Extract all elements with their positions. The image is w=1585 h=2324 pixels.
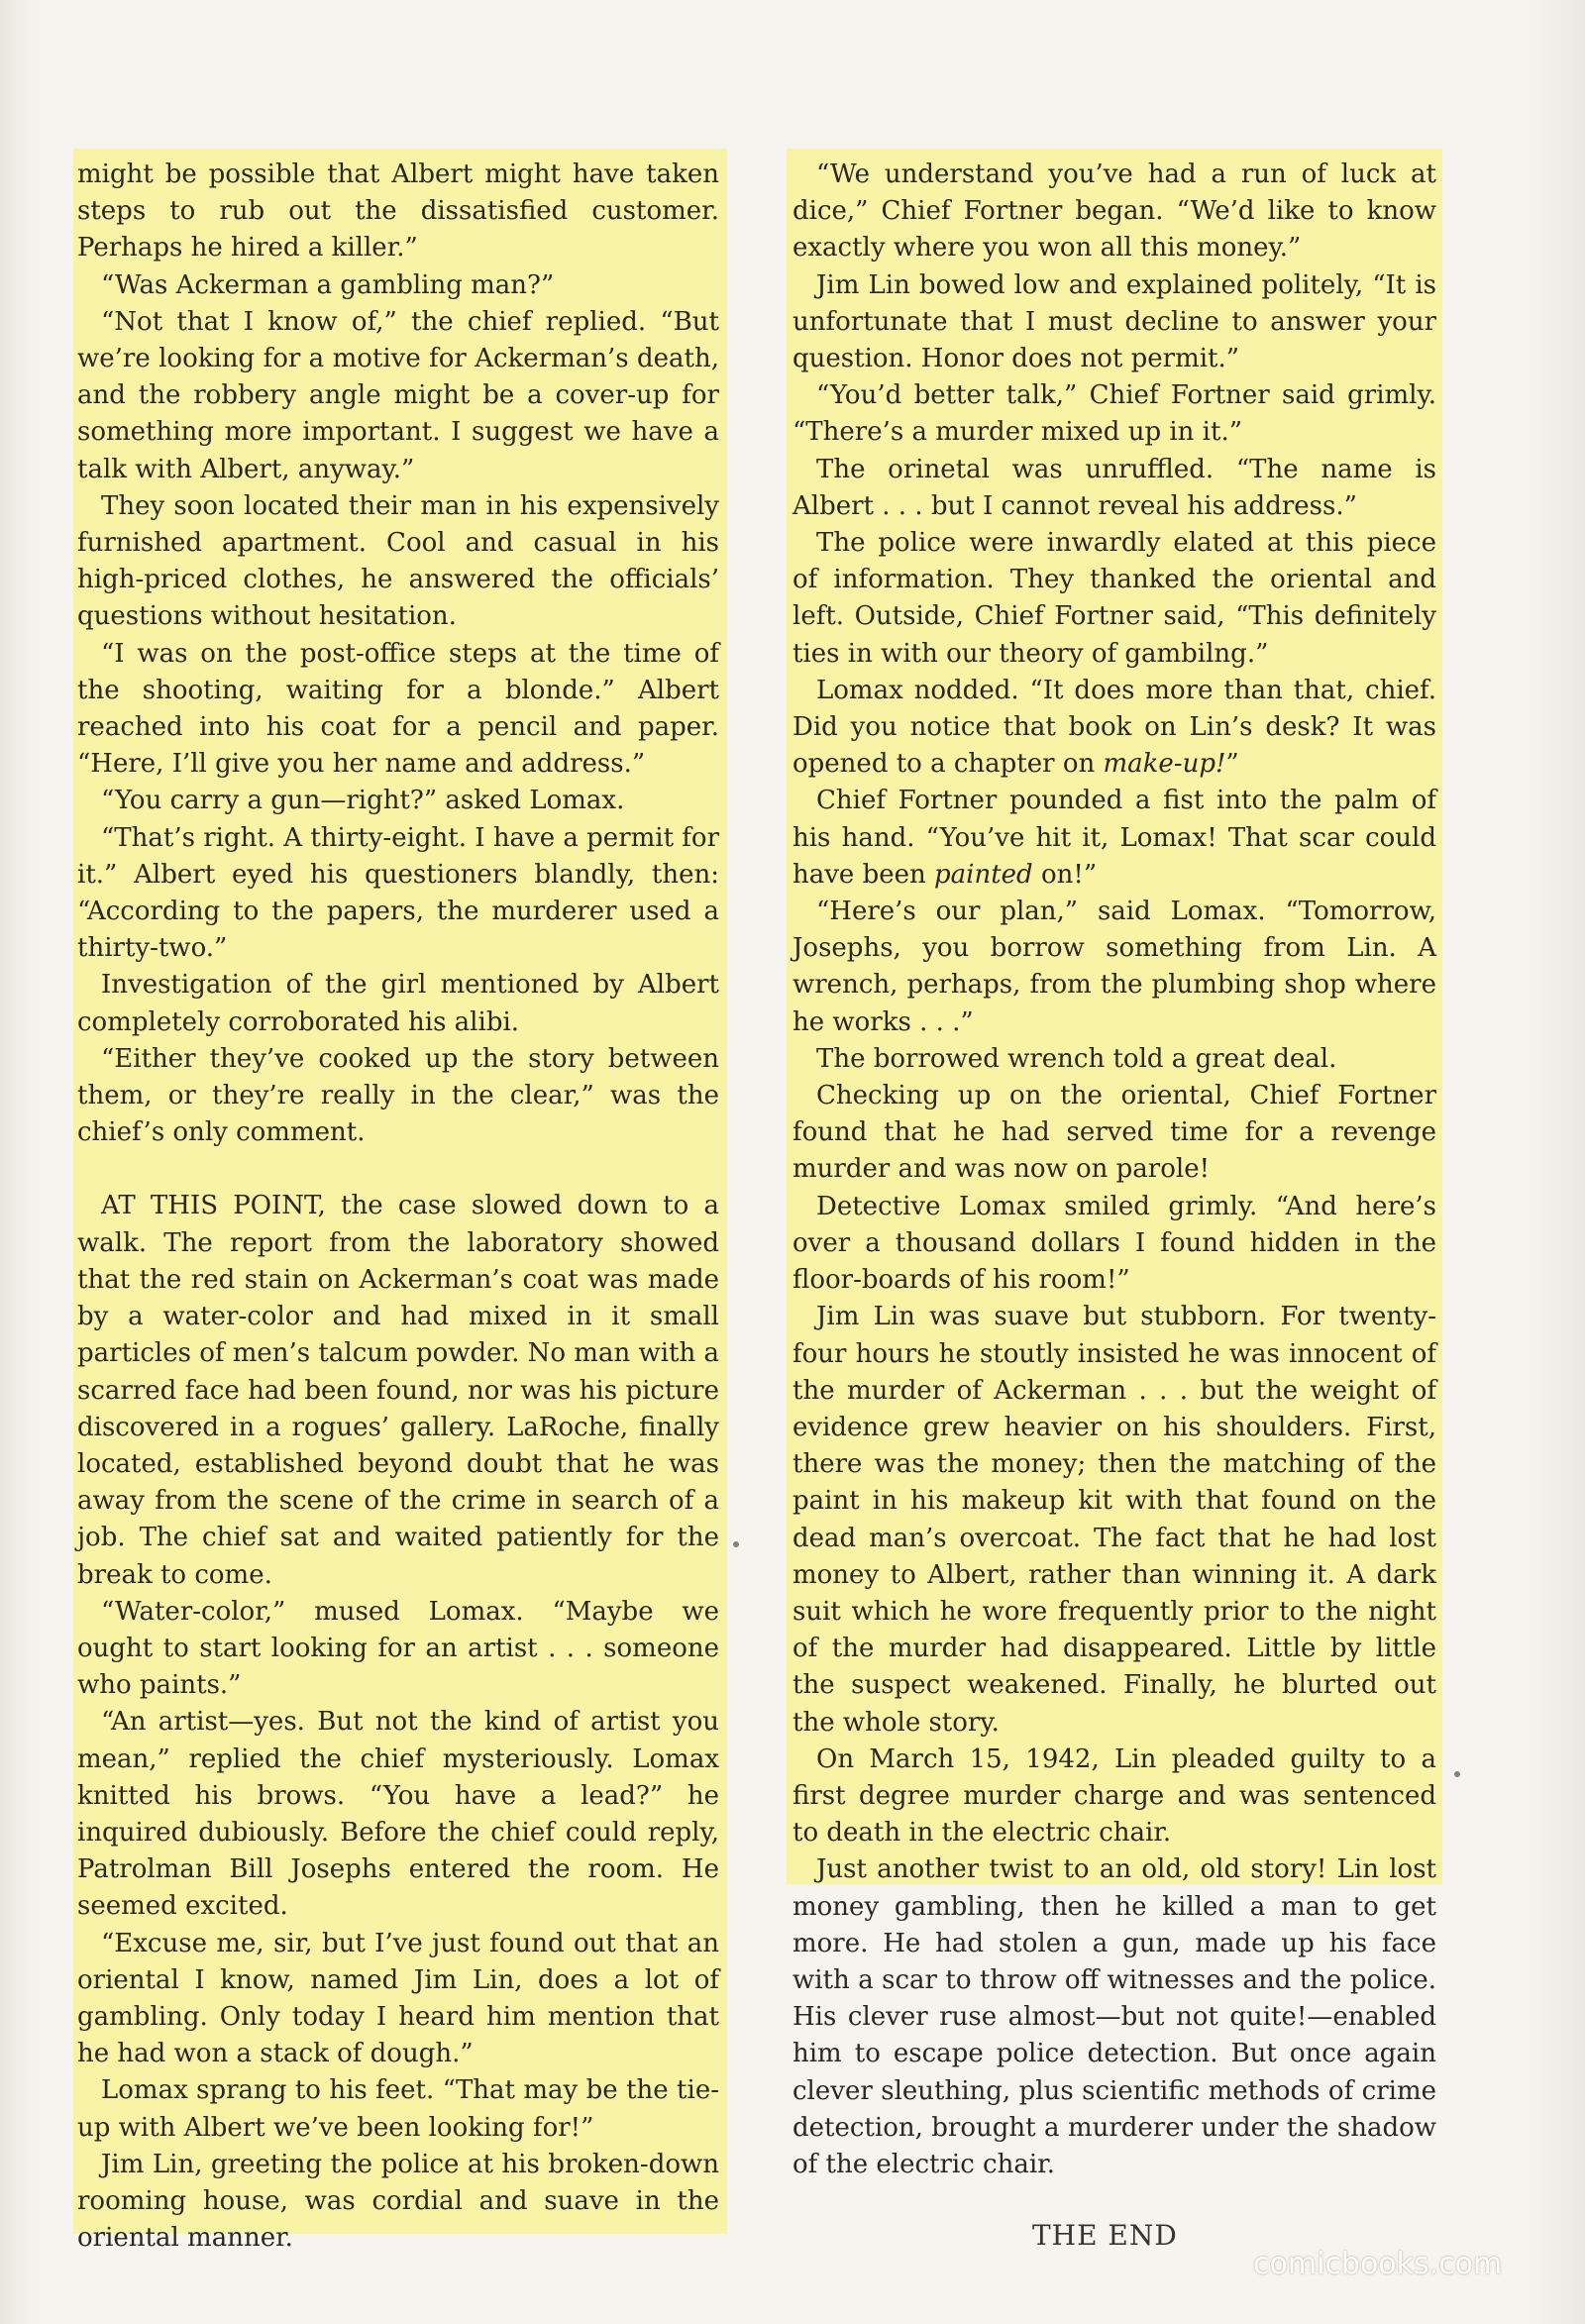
paragraph: “We understand you’ve had a run of luck at dice,” Chief Fortner began. “We’d like to know exactly where you won all this money.” [792,159,1436,264]
paragraph: Jim Lin was suave but stubborn. For twenty-four hours he stoutly insisted he was innocent of the murder of Ackerman . . . but the weight of evidence grew heavier on his shoulders. First, there was the money; then the matching of the paint in his makeup kit with that found on the dead man’s overcoat. The fact that he had lost money to Albert, rather than winning it. A dark suit which he wore frequently prior to the night of the murder had disappeared. Little by little the suspect weakened. Finally, he blurted out the whole story. [792,1302,1436,1738]
paragraph: “Was Ackerman a gambling man?” [101,269,555,300]
paragraph: Jim Lin bowed low and explained politely, “It is unfortunate that I must decline to answer your question. Honor does not permit.” [792,269,1436,374]
paragraph: Lomax sprang to his feet. “That may be the tie-up with Albert we’ve been looking for!” [77,2075,719,2143]
watermark: comicbooks.com [1253,2247,1503,2281]
margin-dot-icon [1454,1771,1460,1777]
text-run: Chief Fortner pounded a fist into the palm of his hand. “You’ve hit it, Lomax! That scar could have been [792,786,1436,890]
paragraph [792,673,1436,784]
paragraph: The borrowed wrench told a great deal. [816,1043,1337,1074]
the-end-label: THE END [1032,2219,1178,2252]
paragraph: Investigation of the girl mentioned by Albert completely corroborated his alibi. [77,970,719,1037]
paragraph: might be possible that Albert might have taken steps to rub out the dissatisfied customer. Perhaps he hired a killer.” [77,159,719,264]
paragraph: AT THIS POINT, the case slowed down to a walk. The report from the laboratory showed that the red stain on Ackerman’s coat was made by a water-color and had mixed in it small particles of men’s talcum powder. No man with a scarred face had been found, nor was his picture discovered in a rogues’ gallery. LaRoche, finally located, established beyond doubt that he was away from the scene of the crime in search of a job. The chief sat and waited patiently for the break to come. [77,1191,719,1590]
text-run: Lomax nodded. “It does more than that, chief. Did you notice that book on Lin’s desk? It was opened to a chapter on [792,675,1436,780]
paragraph [792,783,1436,894]
paragraph: The police were inwardly elated at this piece of information. They thanked the oriental and left. Outside, Chief Fortner said, “This definitely ties in with our theory of gambilng.” [792,528,1436,669]
paragraph: On March 15, 1942, Lin pleaded guilty to a first degree murder charge and was sentenced to death in the electric chair. [792,1743,1436,1849]
paragraph: “I was on the post-office steps at the time of the shooting, waiting for a blonde.” Albert reached into his coat for a pencil and paper. “Here, I’ll give you her name and address.” [77,638,719,780]
paragraph: “Excuse me, sir, but I’ve just found out that an oriental I know, named Jim Lin, does a lot of gambling. Only today I heard him mention that he had won a stack of dough.” [77,1928,719,2069]
paragraph: The orinetal was unruffled. “The name is Albert . . . but I cannot reveal his address.” [792,454,1436,521]
paragraph: “An artist—yes. But not the kind of artist you mean,” replied the chief mysteriously. Lomax knitted his brows. “You have a lead?” he inquired dubiously. Before the chief could reply, Patrolman Bill Josephs entered the room. He seemed excited. [77,1707,719,1922]
paragraph: “Not that I know of,” the chief replied. “But we’re looking for a motive for Ackerman’s death, and the robbery angle might be a cover-up for something more important. I suggest we have a talk with Albert, anyway.” [77,306,719,484]
paragraph: “Either they’ve cooked up the story between them, or they’re really in the clear,” was the chief’s only comment. [77,1043,719,1148]
paragraph: “That’s right. A thirty-eight. I have a permit for it.” Albert eyed his questioners blandly, then: “According to the papers, the murderer used a thirty-two.” [77,822,720,964]
section-break [77,1151,719,1188]
italic-text: painted [934,859,1033,890]
left-column [77,157,719,2257]
paragraph: They soon located their man in his expensively furnished apartment. Cool and casual in his high-priced clothes, he answered the officials’ questions without hesitation. [77,490,719,632]
text-run: ” [1225,749,1239,780]
paragraph: “You’d better talk,” Chief Fortner said grimly. “There’s a murder mixed up in it.” [792,380,1436,448]
paragraph: Checking up on the oriental, Chief Fortner found that he had served time for a revenge murder and was now on parole! [792,1081,1436,1185]
paragraph: Jim Lin, greeting the police at his broken-down rooming house, was cordial and suave in the oriental manner. [77,2149,719,2254]
paragraph: “You carry a gun—right?” asked Lomax. [101,786,625,816]
paragraph: “Water-color,” mused Lomax. “Maybe we ought to start looking for an artist . . . someone who paints.” [77,1596,719,1701]
paragraph: “Here’s our plan,” said Lomax. “Tomorrow, Josephs, you borrow something from Lin. A wrench, perhaps, from the plumbing shop where he works . . .” [792,897,1436,1037]
paragraph: Detective Lomax smiled grimly. “And here’s over a thousand dollars I found hidden in the floor-boards of his room!” [792,1191,1436,1296]
right-column [792,157,1436,2183]
text-run: on!” [1032,859,1098,890]
margin-dot-icon [733,1541,739,1547]
italic-text: make-up! [1103,749,1226,780]
paragraph: Just another twist to an old, old story! Lin lost money gambling, then he killed a man to get more. He had stolen a gun, made up his face with a scar to throw off witnesses and the police. His clever ruse almost—but not quite!—enabled him to escape police detection. But once again clever sleuthing, plus scientific methods of crime detection, brought a murderer under the shadow of the electric chair. [792,1854,1436,2179]
